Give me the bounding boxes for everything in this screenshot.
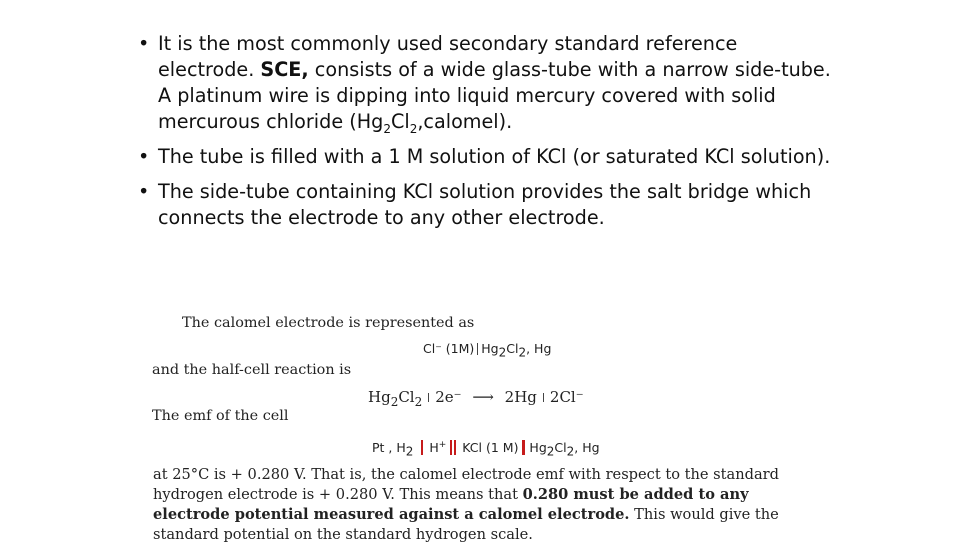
cell-kcl: KCl (1 M)	[462, 440, 519, 456]
bullet-text: The tube is filled with a 1 M solution of KCl (or saturated KCl solution).	[158, 145, 831, 168]
bullet-item-1	[138, 31, 838, 135]
subscript: 2	[383, 121, 391, 136]
rep-right: , Hg	[526, 341, 552, 356]
bullet-text: It is the most commonly used secondary standard reference electrode.	[158, 32, 738, 81]
cell-pt: Pt , H	[372, 440, 406, 456]
para-bold: 0.280 must be added to any electrode potential measured against a calomel electrode.	[153, 486, 749, 523]
cell-hg: Hg	[529, 440, 547, 456]
salt-bridge	[450, 440, 452, 455]
cell-notation	[372, 440, 600, 459]
electrode-representation	[423, 341, 552, 360]
cell-h: H	[429, 440, 439, 456]
bullet-bold: SCE,	[260, 58, 309, 81]
reactant-hg: Hg	[368, 388, 391, 406]
bullet-item-2	[138, 144, 838, 170]
para-text: at 25°C is + 0.280 V. That is, the calomel electrode emf with respect to the standard hydrogen electrode is + 0.280 V. This means that	[153, 466, 779, 503]
rep-left: Cl⁻ (1M)	[423, 341, 475, 356]
rep-right: Cl	[506, 341, 519, 356]
bullet-item-3	[138, 179, 838, 231]
calomel-figure	[150, 310, 822, 543]
product-hg: 2Hg	[504, 388, 537, 406]
bullet-text: The side-tube containing KCl solution provides the salt bridge which connects the electrode to any other electrode.	[158, 180, 812, 229]
subscript: 2	[409, 121, 418, 136]
electrons: 2e⁻	[435, 388, 462, 406]
reactant-cl: Cl	[398, 388, 415, 406]
bullet-dot: •	[138, 180, 150, 203]
salt-bridge	[454, 440, 456, 455]
subscript: 2	[405, 444, 414, 459]
bullet-dot: •	[138, 145, 150, 168]
phase-bar	[477, 343, 478, 355]
phase-boundary	[522, 440, 525, 455]
cell-end: , Hg	[574, 440, 600, 456]
para-text: This would give the standard potential on the standard hydrogen scale.	[153, 506, 779, 543]
subscript: 2	[518, 345, 527, 360]
half-cell-reaction	[368, 388, 584, 409]
subscript: 2	[498, 345, 507, 360]
rep-right: Hg	[481, 341, 499, 356]
subscript: 2	[546, 444, 555, 459]
bullet-dot: •	[138, 32, 150, 55]
subscript: 2	[390, 395, 399, 409]
plus-mark	[543, 393, 544, 402]
plus-mark	[428, 393, 429, 402]
figure-line-reaction: and the half-cell reaction is	[152, 362, 352, 378]
subscript: 2	[566, 444, 575, 459]
reaction-arrow: ⟶	[472, 388, 494, 406]
phase-boundary	[421, 440, 423, 455]
figure-paragraph	[153, 465, 821, 545]
cell-cl: Cl	[554, 440, 567, 456]
subscript: 2	[414, 395, 423, 409]
figure-line-representation: The calomel electrode is represented as	[182, 315, 475, 331]
bullet-text: ,calomel).	[417, 110, 513, 133]
figure-line-emf: The emf of the cell	[152, 408, 289, 424]
product-cl: 2Cl⁻	[549, 388, 584, 406]
bullet-list	[138, 31, 838, 240]
superscript: +	[438, 440, 447, 450]
bullet-text: Cl	[390, 110, 410, 133]
bullet-text: consists of a wide glass-tube with a narrow side-tube. A platinum wire is dipping into liquid mercury covered with solid mercurous chloride (Hg	[158, 58, 831, 133]
